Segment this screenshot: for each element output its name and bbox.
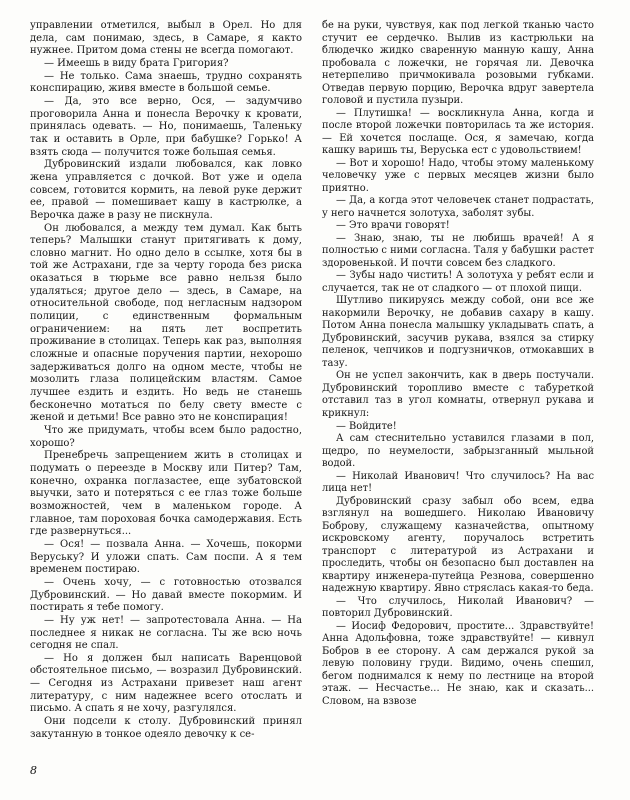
right-text-column	[322, 20, 594, 708]
paragraph: Дубровинский сразу забыл обо всем, едва взглянул на вошедшего. Николаю Ивановичу Боброву, служащему казначейства, опытному искровскому агенту, поручалось встретить транспорт с литературой из Астрахани и проследить, чтобы он безопасно был доставлен на квартиру инженера-путейца Резнова, совершенно надежную квартиру. Явно стряслась какая-то беда.	[322, 495, 594, 595]
paragraph: — Знаю, знаю, ты не любишь врачей! А я полностью с ними согласна. Таля у бабушки растет здоровенькой. И почти совсем без сладкого.	[322, 232, 594, 269]
paragraph: Он любовался, а между тем думал. Как быть теперь? Малышки станут притягивать к дому, словно магнит. Но одно дело в ссылке, хотя бы в той же Астрахани, где за черту города без риска оказаться в тюрьме все равно нельзя было удаляться; другое дело — здесь, в Самаре, на относительной свободе, под негласным надзором полиции, с единственным формальным ограничением: на пять лет воспретить проживание в столицах. Теперь как раз, выполняя сложные и опасные поручения партии, нехорошо задерживаться долго на одном месте, чтобы не мозолить глаза полицейским властям. Самое лучшее ездить и ездить. Но ведь не станешь бесконечно мотаться по белу свету вместе с женой и детьми! Все равно это не конспирация!	[30, 222, 302, 424]
paragraph: — Николай Иванович! Что случилось? На вас лица нет!	[322, 470, 594, 495]
paragraph: — Имеешь в виду брата Григория?	[44, 57, 229, 69]
paragraph: — Да, это все верно, Ося, — задумчиво проговорила Анна и понесла Верочку к кровати, принялась одевать. — Но, понимаешь, Таленьку так и оставить в Орле, при бабушке? Горько! А взять сюда — получится тоже большая семья.	[30, 95, 302, 158]
paragraph: — Ну уж нет! — запротестовала Анна. — На последнее я никак не согласна. Ты же всю ночь сегодня не спал.	[30, 614, 302, 652]
paragraph: — Это врачи говорят!	[336, 220, 450, 232]
page-number: 8	[30, 764, 37, 777]
paragraph: бе на руки, чувствуя, как под легкой тканью часто стучит ее сердечко. Вылив из кастрюльки на блюдечко жидко сваренную манную кашу, Анна пробовала с ложечки, не горячая ли. Девочка нетерпеливо причмокивала розовыми губками. Отведав первую порцию, Верочка вдруг завертела головой и пустила пузыри.	[322, 20, 594, 107]
paragraph: Что же придумать, чтобы всем было радостно, хорошо?	[30, 425, 302, 449]
paragraph: — Иосиф Федорович, простите... Здравствуйте! Анна Адольфовна, тоже здравствуйте! — кивнул Бобров в ее сторону. А сам держался рукой за левую половину груди. Видимо, очень спешил, бегом поднимался к нему по лестнице на второй этаж. — Несчастье... Не знаю, как и сказать... Словом, на взвозе	[322, 620, 594, 707]
paragraph: Он не успел закончить, как в дверь постучали. Дубровинский торопливо вместе с табуреткой отставил таз в угол комнаты, отвернул рукава и крикнул:	[322, 370, 594, 419]
paragraph: Они подсели к столу. Дубровинский принял закутанную в тонкое одеяло девочку к се-	[30, 716, 302, 740]
paragraph: — Ося! — позвала Анна. — Хочешь, покорми Веруську? И уложи спать. Сам поспи. А я тем временем постираю.	[30, 538, 302, 576]
paragraph: Дубровинский издали любовался, как ловко жена управляется с дочкой. Вот уже и одела совсем, готовится кормить, на левой руке держит ее, правой — помешивает кашу в кастрюлке, а Верочка даже в разу не пискнула.	[30, 159, 302, 221]
paragraph: Пренебречь запрещением жить в столицах и подумать о переезде в Москву или Питер? Там, конечно, охранка поглазастее, еще зубатовской выучки, зато и потеряться с ее глаз тоже больше возможностей, чем в маленьком городе. А главное, там пороховая бочка самодержавия. Есть где развернуться...	[30, 450, 302, 538]
paragraph: — Плутишка! — воскликнула Анна, когда и после второй ложечки повторилась та же история. — Ей хочется послаще. Ося, я замечаю, когда кашку варишь ты, Веруська ест с удовольствием!	[322, 107, 594, 157]
paragraph: Шутливо пикируясь между собой, они все же накормили Верочку, не добавив сахару в кашу. Потом Анна понесла малышку укладывать спать, а Дубровинский, засучив рукава, взялся за стирку пеленок, чепчиков и подгузничков, отмокавших в тазу.	[322, 295, 594, 369]
paragraph: — Вот и хорошо! Надо, чтобы этому маленькому человечку уже с первых месяцев жизни было приятно.	[322, 157, 594, 194]
paragraph: — Что случилось, Николай Иванович? — повторил Дубровинский.	[322, 595, 594, 620]
paragraph: управлении отметился, выбыл в Орел. Но для дела, сам понимаю, здесь, в Самаре, я както нужнее. Притом дома стены не всегда помогают.	[30, 20, 302, 57]
paragraph: — Очень хочу, — с готовностью отозвался Дубровинский. — Но давай вместе покормим. И постирать я тебе помогу.	[30, 576, 302, 614]
paragraph: — Зубы надо чистить! А золотуха у ребят если и случается, так не от сладкого — от плохой пищи.	[322, 270, 594, 294]
left-text-column	[30, 20, 302, 741]
paragraph: — Не только. Сама знаешь, трудно сохранять конспирацию, живя вместе в большой семье.	[30, 70, 302, 95]
paragraph: — Да, а когда этот человечек станет подрастать, у него начнется золотуха, заболят зубы.	[322, 195, 594, 219]
paragraph: — Но я должен был написать Варенцовой обстоятельное письмо, — возразил Дубровинский. — Сегодня из Астрахани привезет наш агент литературу, с ним надежнее всего отослать и письмо. А спать я не хочу, разгулялся.	[30, 652, 302, 715]
paragraph: — Войдите!	[336, 420, 397, 432]
paragraph: А сам стеснительно уставился глазами в пол, щедро, по неумелости, забрызганный мыльной водой.	[322, 433, 594, 470]
